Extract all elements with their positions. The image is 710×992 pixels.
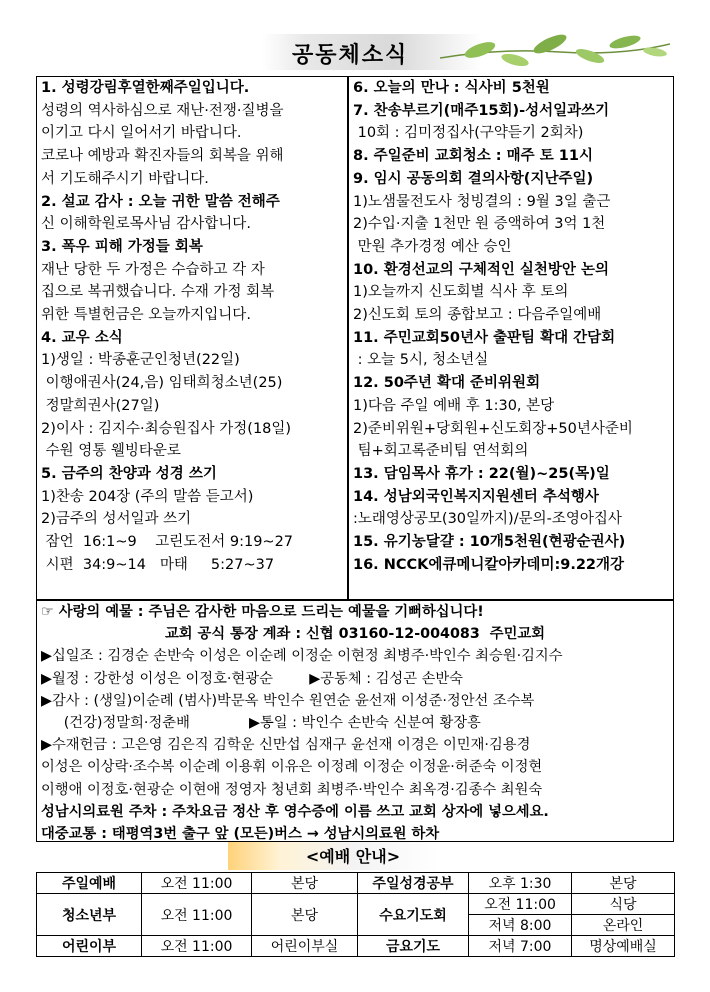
worship-schedule-table bbox=[36, 872, 675, 957]
notice-line: 성령의 역사하심으로 재난·전쟁·질병을 bbox=[41, 102, 284, 119]
notice-line: 시편 34:9~14 마태 5:27~37 bbox=[41, 556, 275, 573]
table-cell: 오전 11:00 bbox=[142, 894, 252, 936]
offering-section bbox=[41, 601, 669, 845]
offering-line: ▶십일조 : 김경순 손반숙 이성은 이순례 이정순 이현정 최병주·박인수 최승원·김지수 bbox=[41, 648, 563, 665]
notice-line: 16. NCCK에큐메니칼아카데미:9.22개강 bbox=[353, 556, 625, 573]
notice-line: 재난 당한 두 가정은 수습하고 각 자 bbox=[41, 261, 265, 278]
notice-line: 13. 담임목사 휴가 : 22(월)~25(목)일 bbox=[353, 465, 610, 482]
notice-line: 이행애권사(24,음) 임태희청소년(25) bbox=[41, 375, 283, 392]
table-row bbox=[37, 894, 675, 915]
notice-line: 10회 : 김미정집사(구약듣기 2회차) bbox=[353, 125, 584, 142]
offering-line: 대중교통 : 태평역3번 출구 앞 (모든)버스 → 성남시의료원 하차 bbox=[41, 826, 440, 843]
table-cell: 오전 11:00 bbox=[469, 894, 572, 915]
notice-line: 정말희권사(27일) bbox=[41, 397, 160, 414]
table-row bbox=[37, 936, 675, 957]
notice-line: 14. 성남외국인복지지원센터 추석행사 bbox=[353, 488, 599, 505]
notice-line: 1)찬송 204장 (주의 말씀 듣고서) bbox=[41, 488, 254, 505]
left-column bbox=[41, 77, 345, 576]
table-row bbox=[37, 873, 675, 894]
notice-line: 12. 50주년 확대 준비위원회 bbox=[353, 375, 541, 392]
notice-line: 이기고 다시 일어서기 바랍니다. bbox=[41, 125, 242, 142]
notice-line: 2)신도회 토의 종합보고 : 다음주일예배 bbox=[353, 307, 602, 324]
table-cell: 어린이부 bbox=[37, 936, 142, 957]
table-cell: 본당 bbox=[572, 873, 675, 894]
table-cell: 본당 bbox=[252, 873, 358, 894]
table-cell: 금요기도 bbox=[358, 936, 469, 957]
table-cell: 어린이부실 bbox=[252, 936, 358, 957]
table-cell: 주일성경공부 bbox=[358, 873, 469, 894]
offering-line: 이행애 이정호·현광순 이현애 정영자 청년회 최병주·박인수 최옥경·김종수 최원숙 bbox=[41, 781, 543, 798]
table-cell: 본당 bbox=[252, 894, 358, 936]
table-cell: 수요기도회 bbox=[358, 894, 469, 936]
notice-line: 2)수입·지출 1천만 원 증액하여 3억 1천 bbox=[353, 216, 606, 233]
notice-line: 신 이해학원로목사님 감사합니다. bbox=[41, 216, 251, 233]
notice-line: 잠언 16:1~9 고린도전서 9:19~27 bbox=[41, 534, 294, 551]
offering-line: 교회 공식 통장 계좌 : 신협 03160-12-004083 주민교회 bbox=[164, 626, 546, 643]
leaves-decoration-icon bbox=[440, 30, 670, 70]
table-cell: 저녁 8:00 bbox=[469, 915, 572, 936]
notice-line: 5. 금주의 찬양과 성경 쓰기 bbox=[41, 465, 217, 482]
notice-line: 3. 폭우 피해 가정들 회복 bbox=[41, 238, 203, 255]
notice-line: 1. 성령강림후열한째주일입니다. bbox=[41, 80, 250, 96]
offering-line: ▶수재헌금 : 고은영 김은직 김학운 신만섭 심재구 윤선재 이경은 이민재·김용경 bbox=[41, 737, 531, 754]
right-column bbox=[353, 77, 671, 576]
notice-line: 위한 특별헌금은 오늘까지입니다. bbox=[41, 307, 251, 324]
notice-line: 11. 주민교회50년사 출판팀 확대 간담회 bbox=[353, 329, 616, 346]
column-divider bbox=[347, 77, 349, 599]
worship-title: <예배 안내> bbox=[305, 847, 401, 866]
table-cell: 온라인 bbox=[572, 915, 675, 936]
offering-line: ▶월정 : 강한성 이성은 이정호·현광순 ▶공동체 : 김성곤 손반숙 bbox=[41, 670, 463, 687]
offering-line: 성남시의료원 주차 : 주차요금 정산 후 영수증에 이름 쓰고 교회 상자에 넣으세요. bbox=[41, 803, 549, 820]
offering-line: 이성은 이상락·조수복 이순례 이용휘 이유은 이정례 이정순 이정윤·허준숙 이정현 bbox=[41, 759, 543, 776]
table-cell: 주일예배 bbox=[37, 873, 142, 894]
offering-line: ▶감사 : (생일)이순례 (범사)박문옥 박인수 원연순 윤선재 이성준·정안선 조수복 bbox=[41, 692, 535, 709]
table-cell: 오전 11:00 bbox=[142, 936, 252, 957]
notice-line: 4. 교우 소식 bbox=[41, 329, 123, 346]
table-cell: 청소년부 bbox=[37, 894, 142, 936]
notice-line: 6. 오늘의 만나 : 식사비 5천원 bbox=[353, 80, 550, 96]
notice-line: 1)생일 : 박종훈군인청년(22일) bbox=[41, 352, 240, 369]
table-cell: 명상예배실 bbox=[572, 936, 675, 957]
notice-line: 2)이사 : 김지수·최승원집사 가정(18일) bbox=[41, 420, 292, 437]
notice-line: 수원 영통 웰빙타운로 bbox=[41, 443, 181, 460]
table-cell: 오전 11:00 bbox=[142, 873, 252, 894]
offering-line: (건강)정말희·정춘배 ▶통일 : 박인수 손반숙 신분여 황장흥 bbox=[41, 715, 481, 732]
notice-line: 9. 임시 공동의회 결의사항(지난주일) bbox=[353, 170, 594, 187]
page-title: 공동체소식 bbox=[292, 43, 409, 68]
notice-line: 10. 환경선교의 구체적인 실천방안 논의 bbox=[353, 261, 609, 278]
notice-line: 코로나 예방과 확진자들의 회복을 위해 bbox=[41, 148, 284, 165]
notice-line: 7. 찬송부르기(매주15회)-성서일과쓰기 bbox=[353, 102, 610, 119]
notice-line: 8. 주일준비 교회청소 : 매주 토 11시 bbox=[353, 148, 593, 165]
notice-line: 팀+회고록준비팀 연석회의 bbox=[353, 443, 529, 460]
notice-line: 15. 유기농달걀 : 10개5천원(현광순권사) bbox=[353, 534, 626, 551]
notice-line: 1)오늘까지 신도회별 식사 후 토의 bbox=[353, 284, 569, 301]
notice-line: 2)금주의 성서일과 쓰기 bbox=[41, 511, 192, 528]
notice-box bbox=[36, 76, 674, 842]
table-cell: 저녁 7:00 bbox=[469, 936, 572, 957]
notice-line: 서 기도해주시기 바랍니다. bbox=[41, 170, 209, 187]
notice-line: 2. 설교 감사 : 오늘 귀한 말씀 전해주 bbox=[41, 193, 280, 210]
table-cell: 식당 bbox=[572, 894, 675, 915]
notice-line: : 오늘 5시, 청소년실 bbox=[353, 352, 489, 369]
notice-line: :노래영상공모(30일까지)/문의-조영아집사 bbox=[353, 511, 622, 528]
notice-line: 집으로 복귀했습니다. 수재 가정 회복 bbox=[41, 284, 275, 301]
notice-line: 2)준비위원+당회원+신도회장+50년사준비 bbox=[353, 420, 633, 437]
notice-line: 만원 추가경정 예산 승인 bbox=[353, 238, 512, 255]
notice-line: 1)다음 주일 예배 후 1:30, 본당 bbox=[353, 397, 555, 414]
table-cell: 오후 1:30 bbox=[469, 873, 572, 894]
offering-line: ☞ 사랑의 예물 : 주님은 감사한 마음으로 드리는 예물을 기뻐하십니다! bbox=[41, 604, 484, 620]
notice-line: 1)노샘물전도사 청빙결의 : 9월 3일 출근 bbox=[353, 193, 611, 210]
